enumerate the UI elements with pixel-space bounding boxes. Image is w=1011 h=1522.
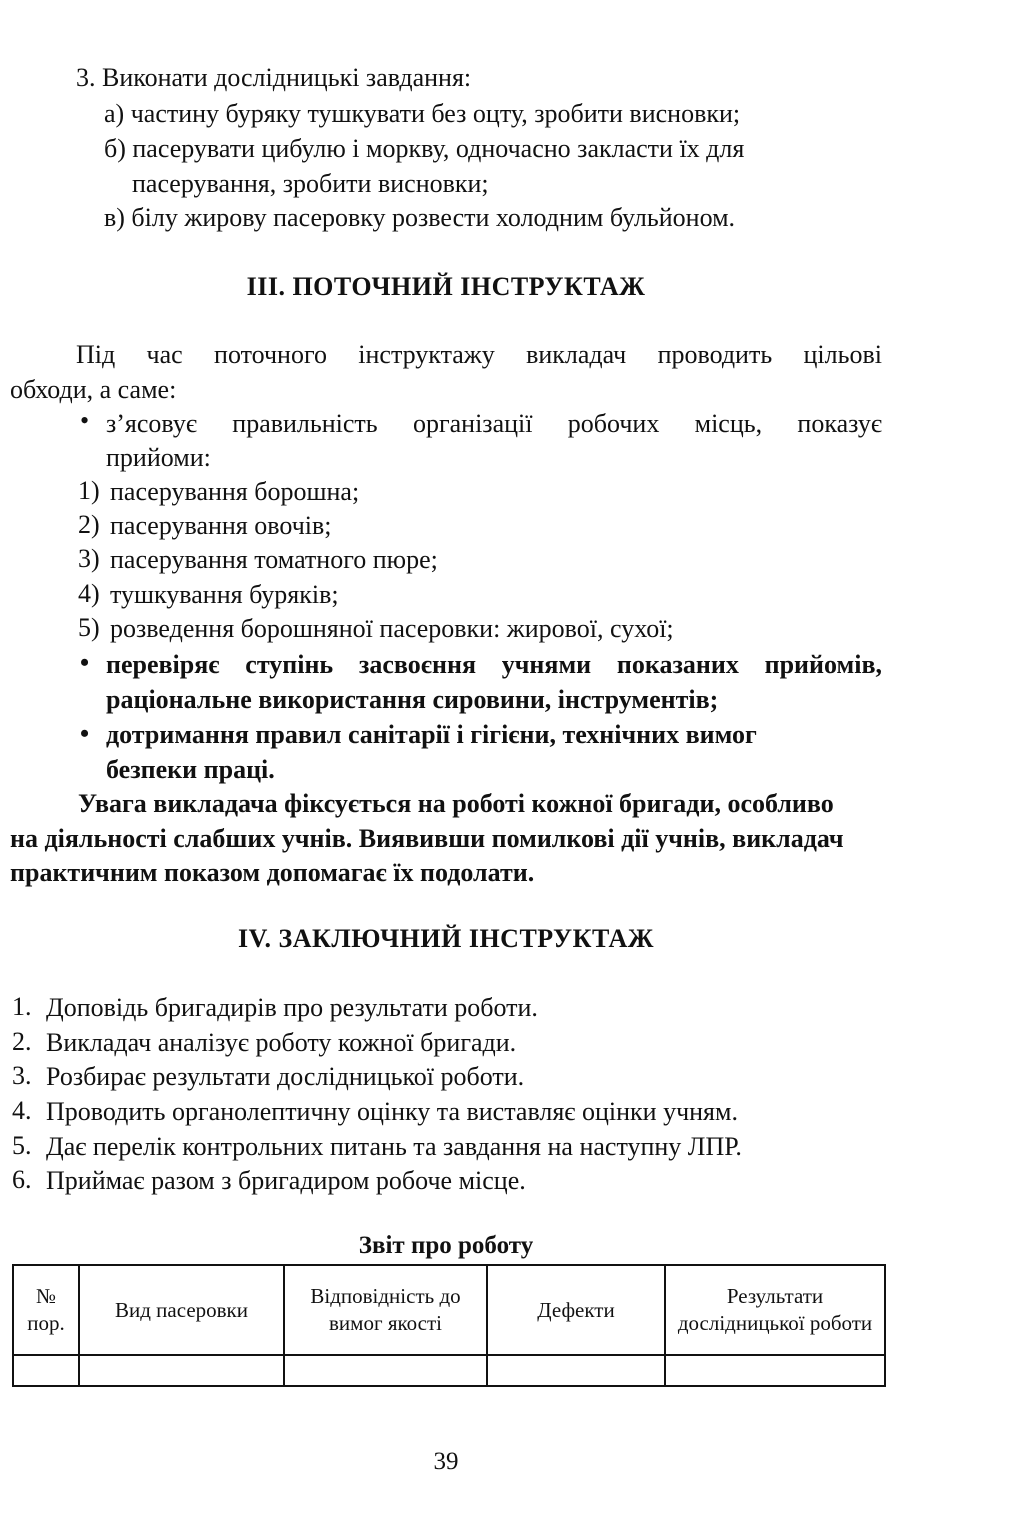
numbered-marker-5: 5) xyxy=(78,613,100,642)
bullet-marker-1: • xyxy=(80,406,90,435)
numbered-marker-1: 1) xyxy=(78,476,100,505)
tasks-title: 3. Виконати дослідницькі завдання: xyxy=(76,63,472,92)
numbered-marker-2: 2) xyxy=(78,510,100,539)
bullet1-line2: прийоми: xyxy=(106,443,211,472)
bullet3-line2: безпеки праці. xyxy=(106,755,275,784)
final-marker-1: 1. xyxy=(12,992,32,1021)
table-cell xyxy=(79,1355,284,1386)
section3-heading: ІІІ. ПОТОЧНИЙ ІНСТРУКТАЖ xyxy=(246,272,646,301)
report-header-row xyxy=(13,1265,885,1355)
col-header-type: Вид пасеровки xyxy=(79,1265,284,1355)
section3-para-line3: практичним показом допомагає їх подолати. xyxy=(10,858,535,887)
section3-intro-line1: Під час поточного інструктажу викладач проводить цільові xyxy=(76,340,882,369)
section3-para-line2: на діяльності слабших учнів. Виявивши помилкові дії учнів, викладач xyxy=(10,824,844,853)
table-cell xyxy=(487,1355,665,1386)
final-item-6: Приймає разом з бригадиром робоче місце. xyxy=(46,1166,526,1195)
final-marker-4: 4. xyxy=(12,1096,32,1125)
bullet2-line2: раціональне використання сировини, інструментів; xyxy=(106,685,719,714)
page-number: 39 xyxy=(433,1448,459,1475)
report-caption: Звіт про роботу xyxy=(358,1232,534,1259)
bullet-marker-3: • xyxy=(80,719,90,748)
table-row xyxy=(13,1355,885,1386)
final-marker-3: 3. xyxy=(12,1061,32,1090)
task-item-a: а) частину буряку тушкувати без оцту, зробити висновки; xyxy=(104,99,741,128)
numbered-item-5: розведення борошняної пасеровки: жирової, сухої; xyxy=(110,614,674,643)
col-header-quality: Відповідність до вимог якості xyxy=(284,1265,487,1355)
report-table xyxy=(12,1264,886,1387)
final-marker-2: 2. xyxy=(12,1027,32,1056)
section4-heading: IV. ЗАКЛЮЧНИЙ ІНСТРУКТАЖ xyxy=(238,924,654,953)
col-header-results: Результати дослідницької роботи xyxy=(665,1265,885,1355)
task-item-b-cont: пасерування, зробити висновки; xyxy=(132,169,489,198)
numbered-item-4: тушкування буряків; xyxy=(110,580,339,609)
bullet3-line1: дотримання правил санітарії і гігієни, технічних вимог xyxy=(106,720,757,749)
task-item-c: в) білу жирову пасеровку розвести холодним бульйоном. xyxy=(104,203,736,232)
table-cell xyxy=(13,1355,79,1386)
section3-intro-line2: обходи, а саме: xyxy=(10,375,177,404)
bullet1-line1: з’ясовує правильність організації робочих місць, показує xyxy=(106,409,882,438)
final-item-4: Проводить органолептичну оцінку та виставляє оцінки учням. xyxy=(46,1097,738,1126)
table-cell xyxy=(284,1355,487,1386)
col-header-defects: Дефекти xyxy=(487,1265,665,1355)
final-item-3: Розбирає результати дослідницької роботи. xyxy=(46,1062,525,1091)
section3-para-line1: Увага викладача фіксується на роботі кожної бригади, особливо xyxy=(78,789,834,818)
numbered-item-1: пасерування борошна; xyxy=(110,477,360,506)
final-marker-6: 6. xyxy=(12,1165,32,1194)
numbered-marker-3: 3) xyxy=(78,544,100,573)
bullet2-line1: перевіряє ступінь засвоєння учнями показаних прийомів, xyxy=(106,650,882,679)
numbered-item-3: пасерування томатного пюре; xyxy=(110,545,438,574)
numbered-marker-4: 4) xyxy=(78,579,100,608)
final-marker-5: 5. xyxy=(12,1131,32,1160)
numbered-item-2: пасерування овочів; xyxy=(110,511,332,540)
final-item-5: Дає перелік контрольних питань та завдання на наступну ЛПР. xyxy=(46,1132,742,1161)
table-cell xyxy=(665,1355,885,1386)
final-item-2: Викладач аналізує роботу кожної бригади. xyxy=(46,1028,517,1057)
bullet-marker-2: • xyxy=(80,648,90,677)
task-item-b: б) пасерувати цибулю і моркву, одночасно закласти їх для xyxy=(104,134,745,163)
col-header-number: № пор. xyxy=(13,1265,79,1355)
final-item-1: Доповідь бригадирів про результати роботи. xyxy=(46,993,538,1022)
